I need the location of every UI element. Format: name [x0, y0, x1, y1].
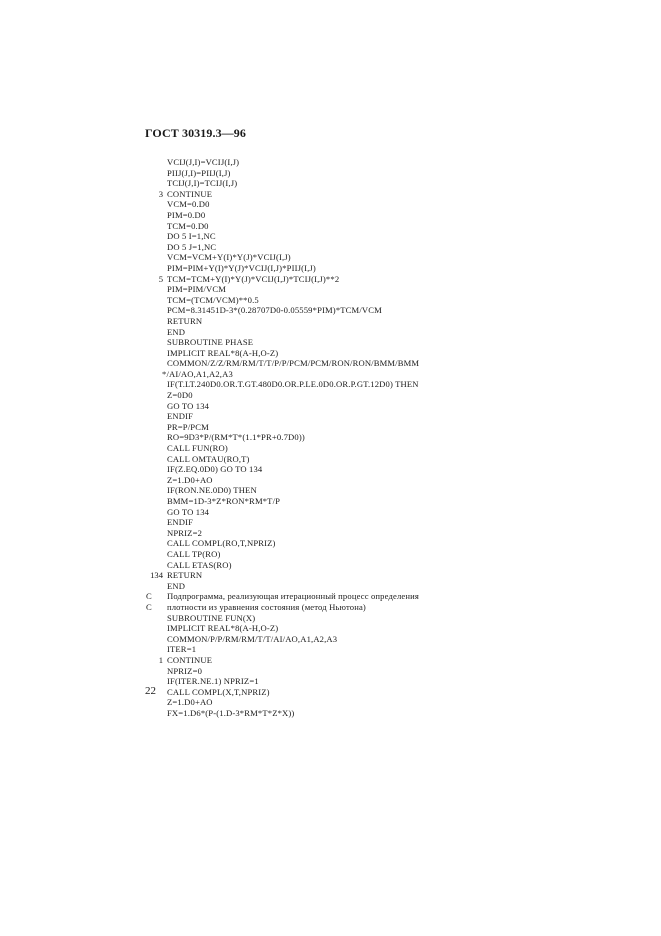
statement-label [140, 517, 167, 528]
statement-label [140, 496, 167, 507]
statement-text: IF(T.LT.240D0.OR.T.GT.480D0.OR.P.LE.0D0.OR.P.GT.12D0) THEN [167, 379, 419, 390]
statement-label [140, 168, 167, 179]
statement-text: SUBROUTINE FUN(X) [167, 612, 256, 623]
statement-text: IF(ITER.NE.1) NPRIZ=1 [167, 676, 259, 687]
statement-text: TCM=TCM+Y(I)*Y(J)*VCIJ(I,J)*TCIJ(I,J)**2 [167, 273, 340, 284]
statement-label: 5 [158, 273, 163, 284]
statement-label [140, 305, 167, 316]
code-line [140, 221, 500, 232]
code-line [140, 422, 500, 433]
code-line [140, 538, 500, 549]
statement-label: 134 [150, 570, 163, 581]
statement-text: CALL ETAS(RO) [167, 559, 232, 570]
statement-text: CONTINUE [167, 654, 213, 665]
statement-label [140, 411, 167, 422]
statement-label [140, 528, 167, 539]
code-line [140, 581, 500, 592]
code-line [140, 263, 500, 274]
code-line [140, 676, 500, 687]
code-line [140, 517, 500, 528]
code-line [140, 369, 500, 380]
statement-text: CALL COMPL(X,T,NPRIZ) [167, 686, 270, 697]
statement-label [140, 613, 167, 624]
statement-text: TCM=0.D0 [167, 220, 209, 231]
statement-label [140, 199, 167, 210]
code-line [140, 411, 500, 422]
statement-label [140, 549, 167, 560]
statement-label [140, 422, 167, 433]
statement-text: PIM=0.D0 [167, 209, 206, 220]
statement-text: VCM=VCM+Y(I)*Y(J)*VCIJ(I,J) [167, 252, 291, 263]
statement-label [140, 454, 167, 465]
statement-text: FX=1.D6*(P-(1.D-3*RM*T*Z*X)) [167, 707, 295, 718]
statement-label [140, 157, 167, 168]
statement-label [140, 485, 167, 496]
code-line [140, 560, 500, 571]
code-line [140, 284, 500, 295]
statement-label [140, 697, 167, 708]
code-line [140, 295, 500, 306]
code-line [140, 454, 500, 465]
statement-text: BMM=1D-3*Z*RON*RM*T/P [167, 496, 281, 506]
statement-label [140, 231, 167, 242]
statement-label [140, 284, 167, 295]
statement-label [140, 337, 167, 348]
code-line [140, 316, 500, 327]
code-line [140, 401, 500, 412]
statement-text: VCM=0.D0 [167, 199, 210, 210]
statement-text: CALL FUN(RO) [167, 443, 228, 454]
comment-marker: C [146, 591, 152, 602]
statement-label [140, 316, 167, 327]
code-line [140, 687, 500, 698]
statement-text: PIIJ(J,I)=PIIJ(I,J) [167, 167, 231, 178]
statement-label [140, 390, 167, 401]
statement-text: ITER=1 [167, 644, 197, 655]
code-line [140, 274, 500, 285]
fortran-code-listing [140, 157, 500, 718]
code-line [140, 390, 500, 401]
statement-label [140, 666, 167, 677]
statement-text: Z=1.D0+AO [167, 474, 213, 485]
code-line [140, 666, 500, 677]
statement-text: GO TO 134 [167, 506, 210, 517]
statement-label [140, 379, 167, 390]
statement-text: PCM=8.31451D-3*(0.28707D0-0.05559*PIM)*TCM/VCM [167, 305, 382, 316]
statement-text: TCM=(TCM/VCM)**0.5 [167, 294, 259, 305]
code-line [140, 655, 500, 666]
statement-label [140, 538, 167, 549]
code-line [140, 570, 500, 581]
statement-text: COMMON/Z/Z/RM/RM/T/T/P/P/PCM/PCM/RON/RON/BMM/BMM [167, 358, 420, 369]
statement-text: RETURN [167, 570, 203, 581]
code-line [140, 252, 500, 263]
comment-line [140, 602, 500, 613]
statement-label [140, 708, 167, 719]
statement-text: DO 5 I=1,NC [167, 231, 216, 242]
statement-text: RETURN [167, 315, 203, 326]
statement-text: */AI/AO,A1,A2,A3 [162, 368, 233, 379]
code-line [140, 327, 500, 338]
statement-text: END [167, 326, 186, 337]
statement-label [140, 358, 167, 369]
code-line [140, 189, 500, 200]
code-line [140, 644, 500, 655]
page-number: 22 [145, 685, 156, 697]
statement-text: PR=P/PCM [167, 421, 209, 432]
statement-text: IMPLICIT REAL*8(A-H,O-Z) [167, 623, 279, 634]
page-header-title: ГОСТ 30319.3—96 [145, 126, 246, 140]
statement-text: CALL OMTAU(RO,T) [167, 453, 250, 464]
code-line [140, 168, 500, 179]
code-line [140, 242, 500, 253]
statement-text: NPRIZ=0 [167, 665, 203, 676]
statement-text: CALL COMPL(RO,T,NPRIZ) [167, 538, 276, 549]
statement-label: 3 [158, 188, 163, 199]
comment-text: Подпрограмма, реализующая итерационный процесс определения [167, 591, 419, 602]
statement-label [140, 242, 167, 253]
statement-text: NPRIZ=2 [167, 527, 203, 538]
statement-text: RO=9D3*P/(RM*T*(1.1*PR+0.7D0)) [167, 432, 305, 443]
statement-text: ENDIF [167, 517, 194, 528]
statement-label [140, 623, 167, 634]
statement-text: PIM=PIM+Y(I)*Y(J)*VCIJ(I,J)*PIIJ(I,J) [167, 262, 316, 273]
statement-label [140, 644, 167, 655]
statement-label [140, 295, 167, 306]
code-line [140, 379, 500, 390]
statement-text: IMPLICIT REAL*8(A-H,O-Z) [167, 347, 279, 358]
statement-label [140, 475, 167, 486]
code-line [140, 464, 500, 475]
statement-text: CONTINUE [167, 188, 213, 199]
statement-text: Z=1.D0+AO [167, 697, 213, 708]
statement-label: 1 [158, 654, 163, 665]
code-line [140, 507, 500, 518]
code-line [140, 231, 500, 242]
statement-label [140, 581, 167, 592]
comment-marker: C [146, 601, 152, 612]
statement-label [140, 507, 167, 518]
code-line [140, 432, 500, 443]
code-line [140, 697, 500, 708]
code-line [140, 634, 500, 645]
statement-text: END [167, 580, 186, 591]
statement-label [140, 443, 167, 454]
code-line [140, 613, 500, 624]
statement-label [140, 178, 167, 189]
statement-label [140, 252, 167, 263]
statement-text: SUBROUTINE PHASE [167, 337, 254, 348]
statement-label [140, 263, 167, 274]
code-line [140, 157, 500, 168]
code-line [140, 528, 500, 539]
code-line [140, 708, 500, 719]
statement-text: Z=0D0 [167, 390, 193, 401]
statement-label [140, 401, 167, 412]
code-line [140, 210, 500, 221]
statement-text: DO 5 J=1,NC [167, 241, 217, 252]
statement-label [140, 327, 167, 338]
statement-text: CALL TP(RO) [167, 548, 221, 559]
code-line [140, 178, 500, 189]
code-line [140, 475, 500, 486]
statement-label [140, 634, 167, 645]
code-line [140, 485, 500, 496]
statement-text: VCIJ(J,I)=VCIJ(I,J) [167, 157, 240, 167]
code-line [140, 199, 500, 210]
code-line [140, 337, 500, 348]
statement-text: ENDIF [167, 411, 194, 422]
code-line [140, 496, 500, 507]
statement-label [140, 464, 167, 475]
code-line [140, 549, 500, 560]
code-line [140, 623, 500, 634]
statement-text: GO TO 134 [167, 400, 210, 411]
code-line [140, 305, 500, 316]
code-line [140, 358, 500, 369]
code-line [140, 443, 500, 454]
statement-text: IF(Z.EQ.0D0) GO TO 134 [167, 464, 263, 475]
code-line [140, 348, 500, 359]
statement-label [140, 221, 167, 232]
statement-label [140, 560, 167, 571]
statement-text: COMMON/P/P/RM/RM/T/T/AI/AO,A1,A2,A3 [167, 633, 338, 644]
statement-label [140, 432, 167, 443]
statement-text: TCIJ(J,I)=TCIJ(I,J) [167, 178, 238, 189]
statement-label [140, 348, 167, 359]
comment-text: плотности из уравнения состояния (метод Ньютона) [167, 601, 366, 612]
statement-label [140, 210, 167, 221]
statement-text: IF(RON.NE.0D0) THEN [167, 485, 257, 496]
statement-text: PIM=PIM/VCM [167, 284, 227, 295]
comment-line [140, 591, 500, 602]
